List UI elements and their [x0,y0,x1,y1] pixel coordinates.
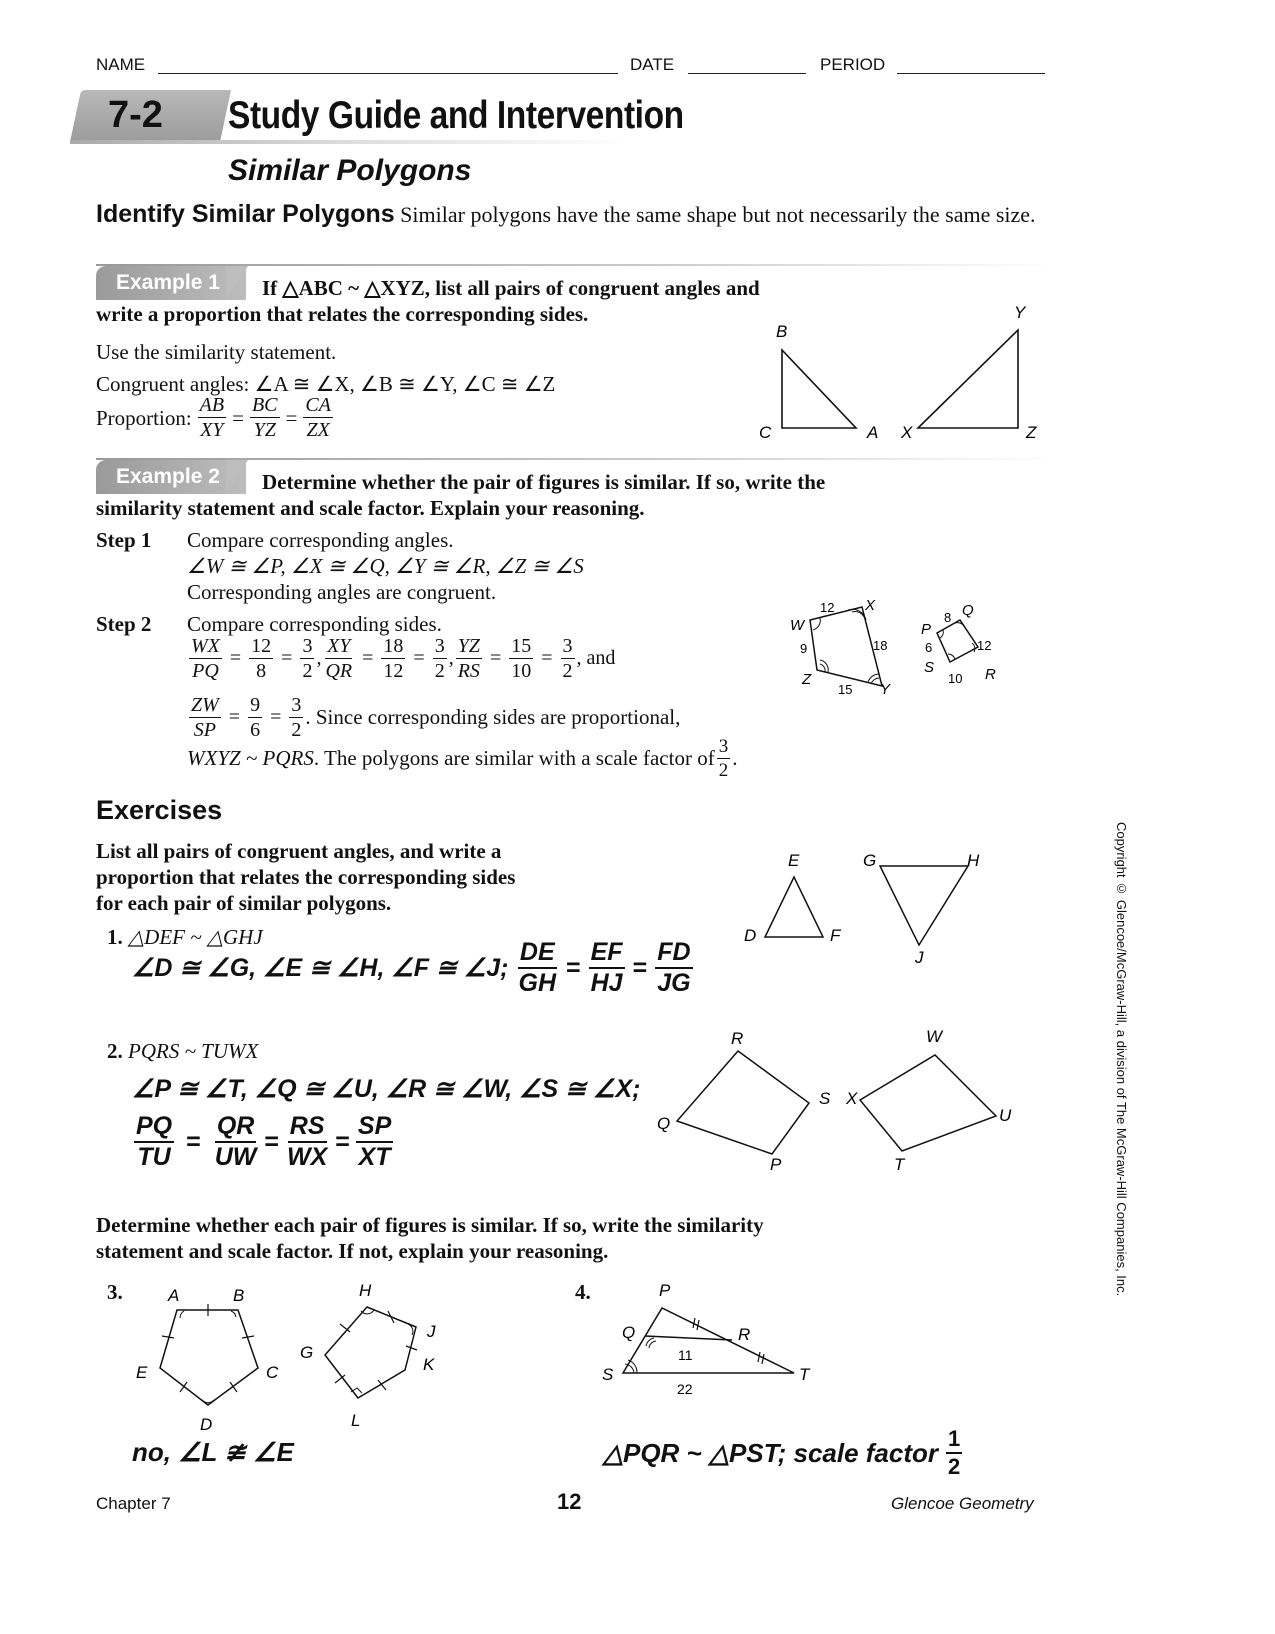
frac-num: 1 [946,1428,962,1454]
ex1-number: 1. [107,925,123,949]
frac-den: 12 [383,660,404,682]
exercises-heading: Exercises [96,795,223,825]
vertex-label: L [351,1411,361,1430]
instructions1-line2: proportion that relates the corresponding sides [96,865,516,889]
vertex-label: Q [962,602,974,619]
vertex-label: X [901,423,913,442]
vertex-label: X [846,1089,858,1108]
vertex-label: S [602,1365,614,1384]
ratio-row-3: WXYZ ~ PQRS . The polygons are similar with a scale factor of $\frac{3}{2}$ . [187,736,738,781]
frac-num: BC [251,394,278,416]
example2-prompt-1: Determine whether the pair of figures is similar. If so, write the [262,470,826,494]
name-line [158,73,618,74]
vertex-label: Y [1014,303,1026,322]
angle-mark [231,1311,236,1317]
side-length: 18 [873,638,888,653]
ex3-number: 3. [107,1280,123,1304]
vertex-label: F [830,926,841,945]
frac-num: 3 [718,736,729,757]
frac-den: 2 [562,660,573,682]
frac-den: QR [325,660,353,682]
vertex-label: J [427,1322,436,1341]
and-text: , and [576,647,616,669]
ex4-answer [603,1428,964,1478]
footer-book: Glencoe Geometry [891,1494,1034,1513]
page-number: 12 [557,1489,582,1514]
date-line [688,73,806,74]
frac-num: CA [305,394,331,416]
frac-num: FD [655,940,692,969]
vertex-label: R [985,666,996,683]
example1-prompt-1: If △ABC ~ △XYZ, list all pairs of congruent angles and [262,276,760,300]
vertex-label: G [300,1343,314,1362]
frac-den: 2 [291,719,302,741]
vertex-label: H [967,851,980,870]
vertex-label: B [776,322,788,341]
ex3-figure [130,1280,460,1435]
vertex-label: Q [622,1323,636,1342]
vertex-label: R [731,1029,744,1048]
tick-mark [162,1336,174,1338]
example1-proportion: Proportion: $\frac{AB}{XY}$ = $\frac{BC}{YZ}$ = $\frac{CA}{ZX}$ [96,394,331,441]
statement-rest: . The polygons are similar with a scale factor of [313,746,715,770]
vertex-label: S [924,659,935,676]
vertex-label: Q [657,1114,671,1133]
frac-num: WX [191,635,220,657]
ex3-answer: no, ∠L ≇ ∠E [132,1437,294,1467]
step1-label: Step 1 [96,528,152,552]
instructions1-line1: List all pairs of congruent angles, and write a [96,839,502,863]
frac-num: DE [518,940,557,969]
frac-num: QR [215,1114,257,1143]
frac-num: 3 [562,635,573,657]
frac-den: 2 [434,660,445,682]
segment-length: 11 [678,1347,693,1363]
title-underline [70,140,630,144]
step2-line1: Compare corresponding sides. [187,612,442,636]
frac-num: 3 [291,694,302,716]
frac-den: 2 [302,660,313,682]
step1-line1: Compare corresponding angles. [187,528,454,552]
copyright-notice: Copyright © Glencoe/McGraw-Hill, a division of The McGraw-Hill Companies, Inc. [1114,822,1129,1297]
frac-num: 12 [251,635,272,657]
vertex-label: P [659,1281,671,1300]
frac-num: ZW [191,694,219,716]
step2-label: Step 2 [96,612,152,636]
vertex-label: C [266,1363,279,1382]
side-length: 10 [948,671,963,686]
vertex-label: T [894,1155,905,1174]
example1-congruent-angles: Congruent angles: ∠A ≅ ∠X, ∠B ≅ ∠Y, ∠C ≅ ∠Z [96,372,556,396]
quad-pqrs [937,620,978,662]
angle-mark [852,612,864,617]
ex2-answer-proportion: $\frac{PQ}{TU}$ = $\frac{QR}{UW}$ = $\frac{RS}{WX}$ = $\frac{SP}{XT}$ [136,1112,392,1171]
vertex-label: T [799,1365,810,1384]
side-length: 15 [838,682,853,697]
period-line [897,73,1045,74]
vertex-label: K [423,1355,435,1374]
ratio-row-1: $\frac{WX}{PQ}$ = $\frac{12}{8}$ = $\frac{3}{2}$ , $\frac{XY}{QR}$ = $\frac{18}{12}$ = $\frac{3}{2}$ , $\frac{YZ}{RS}$ = $\frac{15}{10}$ = $\frac{3}{2}$ , and [191,635,616,682]
page-title: Study Guide and Intervention [228,94,684,137]
triangle-abc [782,350,856,428]
pentagon-abcde [160,1310,258,1405]
intro-heading: Identify Similar Polygons [96,200,395,228]
ex4-answer-text: △PQR ~ △PST; scale factor [603,1437,939,1468]
vertex-label: W [926,1027,943,1046]
name-label: NAME [96,55,146,74]
frac-num: 15 [511,635,532,657]
side-length: 9 [800,641,808,656]
vertex-label: A [168,1286,180,1305]
vertex-label: E [136,1363,148,1382]
page-subtitle: Similar Polygons [228,154,472,187]
vertex-label: D [200,1415,213,1434]
vertex-label: H [359,1281,372,1300]
vertex-label: A [867,423,879,442]
frac-den: XY [200,419,224,441]
similarity-statement: WXYZ ~ PQRS [187,746,314,770]
vertex-label: Z [1026,423,1037,442]
frac-den: 10 [511,660,532,682]
frac-den: TU [137,1143,171,1171]
frac-den: 8 [256,660,267,682]
triangle-ghj [880,866,968,945]
frac-den: 2 [718,760,729,781]
step1-line2: ∠W ≅ ∠P, ∠X ≅ ∠Q, ∠Y ≅ ∠R, ∠Z ≅ ∠S [187,554,584,578]
ex2-number: 2. [107,1039,123,1063]
frac-den: UW [214,1143,257,1171]
triangle-xyz [918,330,1018,428]
frac-num: YZ [457,635,480,657]
side-length: 12 [977,638,992,653]
frac-num: XY [327,635,351,657]
vertex-label: S [819,1089,831,1108]
vertex-label: U [999,1106,1012,1125]
triangle-def [765,877,823,937]
frac-num: 3 [302,635,313,657]
quad-pqrs [677,1051,809,1154]
example1-figure [750,300,1060,450]
proportion-label: Proportion: [96,405,192,430]
example2-prompt-2: similarity statement and scale factor. Explain your reasoning. [96,496,645,520]
pentagon-ghjkl [325,1307,416,1398]
frac-den: GH [518,969,557,997]
ex4-figure [590,1275,830,1415]
ex4-number: 4. [575,1280,591,1304]
vertex-label: B [233,1286,245,1305]
frac-num: EF [589,940,625,969]
since-text: . Since corresponding sides are proportional, [305,705,681,729]
angle-mark [180,1311,184,1318]
side-length: 12 [820,600,835,615]
frac-den: ZX [306,419,330,441]
example1-tab-slant [226,266,248,300]
instructions2-line2: statement and scale factor. If not, explain your reasoning. [96,1239,609,1263]
frac-den: WX [287,1143,328,1171]
vertex-label: P [770,1155,782,1174]
ex1-answer: ∠D ≅ ∠G, ∠E ≅ ∠H, ∠F ≅ ∠J; $\frac{DE}{GH}$ = $\frac{EF}{HJ}$ = $\frac{FD}{JG}$ [132,938,691,997]
step1-line3: Corresponding angles are congruent. [187,580,497,604]
instructions1-line3: for each pair of similar polygons. [96,891,392,915]
ex2-statement: PQRS ~ TUWX [128,1039,259,1063]
quad-wxyz [810,607,882,686]
intro [96,201,1046,228]
example1-label: Example 1 [96,266,246,300]
quad-tuwx [860,1055,996,1151]
frac-den: RS [457,660,480,682]
frac-num: PQ [134,1114,174,1143]
frac-den: YZ [253,419,276,441]
vertex-label: E [788,851,800,870]
ex1-answer-angles: ∠D ≅ ∠G, ∠E ≅ ∠H, ∠F ≅ ∠J; [132,954,509,982]
frac-num: 18 [383,635,404,657]
angle-mark [813,618,820,630]
ex1-statement: △DEF ~ △GHJ [128,925,263,949]
vertex-label: G [863,851,877,870]
frac-den: SP [193,719,216,741]
example2-tab-slant [226,460,248,494]
instructions2-line1: Determine whether each pair of figures is similar. If so, write the similarity [96,1213,764,1237]
example2-figure [780,590,1040,700]
tick-mark [762,1354,764,1364]
example2-label: Example 2 [96,460,246,494]
footer-chapter: Chapter 7 [96,1494,171,1513]
vertex-label: W [790,617,805,634]
vertex-label: R [738,1325,751,1344]
vertex-label: J [915,948,924,967]
ex2-prompt [107,1038,258,1064]
frac-den: PQ [192,660,219,682]
frac-num: RS [288,1114,327,1143]
vertex-label: Y [880,681,891,698]
period-label: PERIOD [820,55,886,74]
frac-den: 2 [948,1454,961,1479]
frac-num: 3 [434,635,445,657]
ratio-row-2: $\frac{ZW}{SP}$ = $\frac{9}{6}$ = $\frac{3}{2}$ . Since corresponding sides are proportional, [191,694,681,741]
frac-den: JG [657,969,691,997]
ex2-answer-angles: ∠P ≅ ∠T, ∠Q ≅ ∠U, ∠R ≅ ∠W, ∠S ≅ ∠X; [132,1075,641,1103]
angle-mark [820,660,828,672]
frac-den: HJ [590,969,623,997]
tick-mark [758,1352,760,1362]
example1-prompt-2: write a proportion that relates the corresponding sides. [96,302,589,326]
angle-mark [649,1341,656,1348]
frac-num: 9 [250,694,261,716]
ex1-figure [735,845,1005,970]
side-length: 8 [944,610,952,625]
lesson-number: 7-2 [108,94,163,136]
side-length: 6 [925,640,933,655]
frac-num: AB [199,394,225,416]
vertex-label: Z [802,671,812,688]
frac-num: SP [356,1114,393,1143]
vertex-label: D [744,926,757,945]
segment-length: 22 [677,1381,693,1397]
vertex-label: C [759,423,772,442]
example1-use: Use the similarity statement. [96,340,337,364]
frac-den: XT [358,1143,391,1171]
vertex-label: P [921,621,932,638]
vertex-label: X [865,597,876,614]
intro-text: Similar polygons have the same shape but not necessarily the same size. [400,202,1036,227]
date-label: DATE [630,55,675,74]
frac-den: 6 [250,719,261,741]
ex2-figure [650,1020,1030,1180]
